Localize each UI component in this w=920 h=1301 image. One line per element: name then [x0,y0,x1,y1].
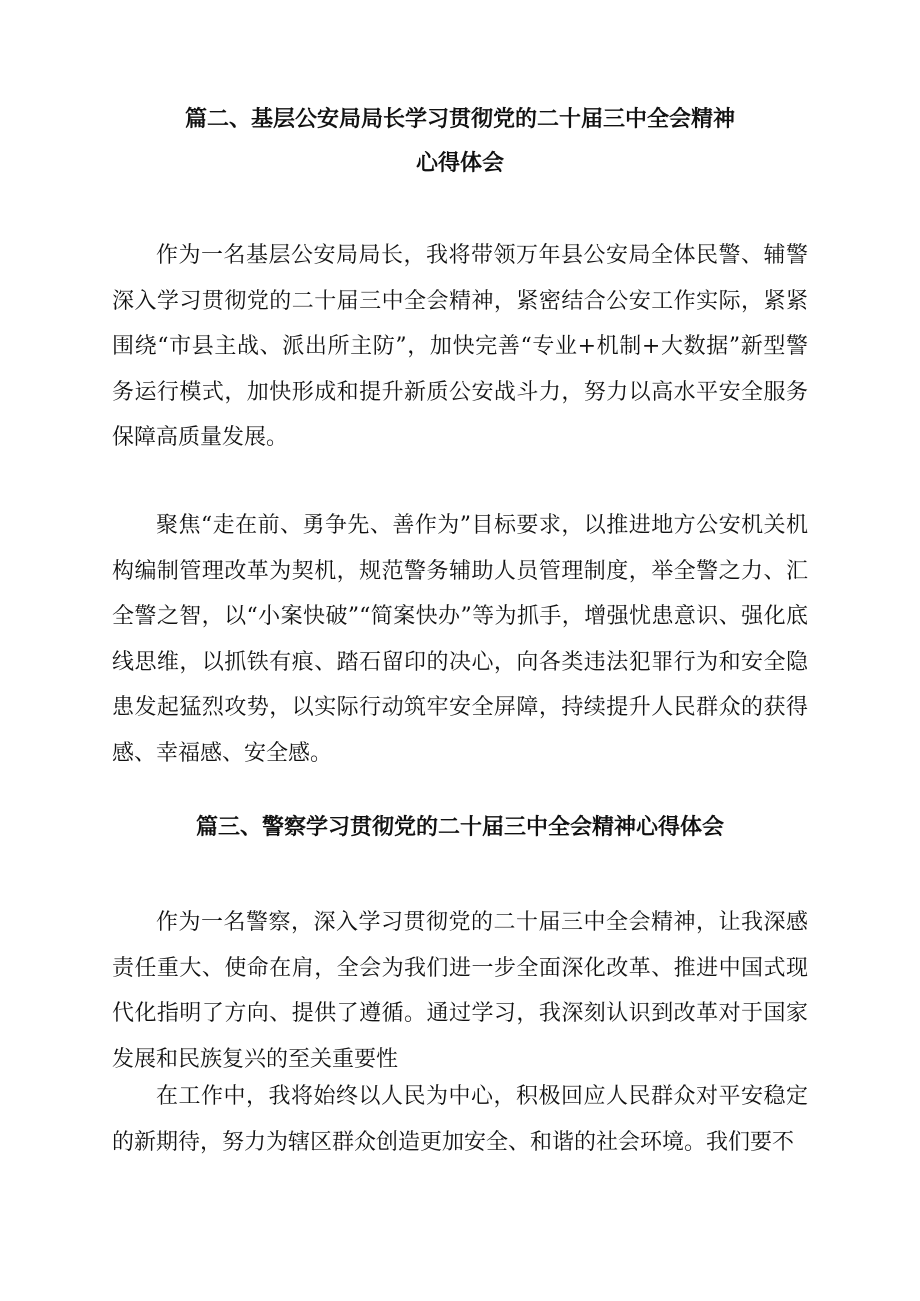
section-2-paragraph-1: 作为一名基层公安局局长，我将带领万年县公安局全体民警、辅警深入学习贯彻党的二十届三中全会精神，紧密结合公安工作实际，紧紧围绕“市县主战、派出所主防”，加快完善“专业+机制+大数据”新型警务运行模式，加快形成和提升新质公安战斗力，努力以高水平安全服务保障高质量发展。 [112,243,808,451]
section-2-title-line-2: 心得体会 [415,151,504,176]
section-3-paragraph-2: 在工作中，我将始终以人民为中心，积极回应人民群众对平安稳定的新期待，努力为辖区群众创造更加安全、和谐的社会环境。我们要不 [112,1084,808,1155]
section-2-title-line-1: 篇二、基层公安局局长学习贯彻党的二十届三中全会精神 [184,107,735,132]
section-2-paragraph-2: 聚焦“走在前、勇争先、善作为”目标要求，以推进地方公安机关机构编制管理改革为契机，规范警务辅助人员管理制度，举全警之力、汇全警之智，以“小案快破”“简案快办”等为抓手，增强忧患意识、强化底线思维，以抓铁有痕、踏石留印的决心，向各类违法犯罪行为和安全隐患发起猛烈攻势，以实际行动筑牢安全屏障，持续提升人民群众的获得感、幸福感、安全感。 [112,513,808,766]
section-3-paragraph-1: 作为一名警察，深入学习贯彻党的二十届三中全会精神，让我深感责任重大、使命在肩，全会为我们进一步全面深化改革、推进中国式现代化指明了方向、提供了遵循。通过学习，我深刻认识到改革对于国家发展和民族复兴的至关重要性 [112,910,808,1072]
section-3-title: 篇三、警察学习贯彻党的二十届三中全会精神心得体会 [195,815,724,840]
